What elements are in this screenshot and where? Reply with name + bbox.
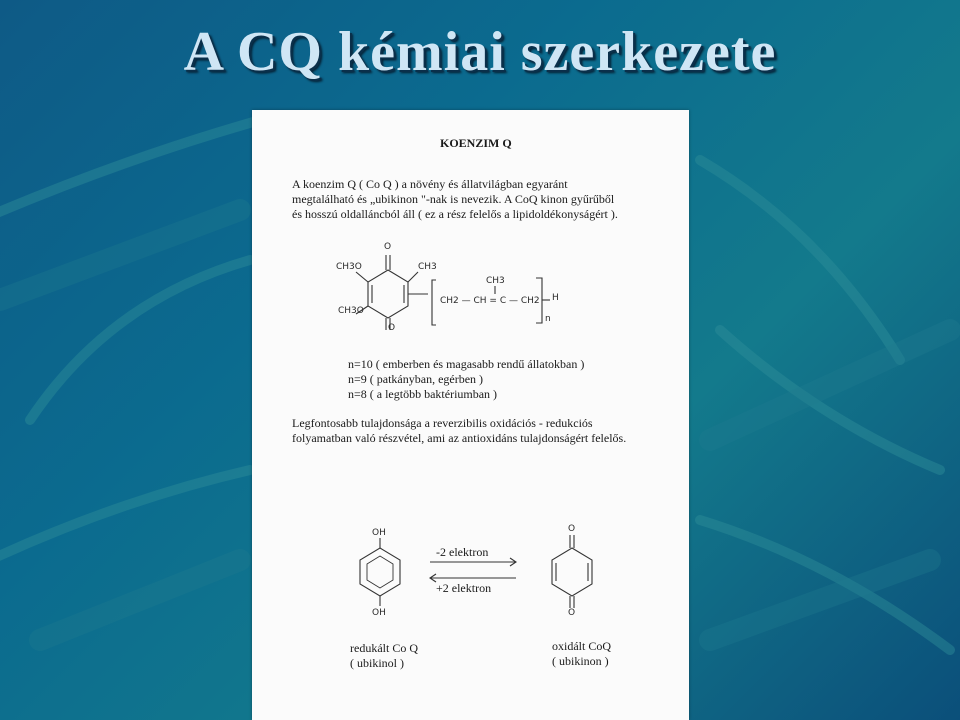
arrow-label-plus-2-electrons: +2 elektron xyxy=(436,581,492,595)
intro-line-1: A koenzim Q ( Co Q ) a növény és állatvilágban egyaránt xyxy=(292,177,568,191)
scanned-document xyxy=(252,110,689,720)
label-n: n xyxy=(545,314,551,324)
document-heading: KOENZIM Q xyxy=(440,136,512,150)
label-quinone-o-top: O xyxy=(568,524,576,534)
label-quinone-o-bottom: O xyxy=(568,608,576,618)
arrow-label-minus-2-electrons: -2 elektron xyxy=(436,545,489,559)
label-oh-bottom: OH xyxy=(372,608,386,618)
label-o-bottom: O xyxy=(388,323,396,333)
n-value-line-2: n=9 ( patkányban, egérben ) xyxy=(348,372,484,386)
label-chain: CH2 — CH = C — CH2 xyxy=(440,296,540,306)
label-h: H xyxy=(552,293,559,303)
oxidized-coq-label: oxidált CoQ xyxy=(552,639,611,653)
label-ch3o-lower: CH3O xyxy=(338,306,364,316)
n-value-line-1: n=10 ( emberben és magasabb rendű állatokban ) xyxy=(348,357,585,371)
ubiquinol-label: ( ubikinol ) xyxy=(350,656,404,670)
intro-line-2: megtalálható és „ubikinon "-nak is nevezik. A CoQ kinon gyűrűből xyxy=(292,192,615,206)
slide-title: A CQ kémiai szerkezete xyxy=(183,21,777,83)
intro-line-3: és hosszú oldalláncból áll ( ez a rész felelős a lipidoldékonyságért ). xyxy=(292,207,618,221)
summary-line-1: Legfontosabb tulajdonsága a reverzibilis oxidációs - redukciós xyxy=(292,416,593,430)
label-oh-top: OH xyxy=(372,528,386,538)
reduced-coq-label: redukált Co Q xyxy=(350,641,418,655)
ubiquinone-label: ( ubikinon ) xyxy=(552,654,609,668)
label-ch3o-upper: CH3O xyxy=(336,262,362,272)
label-ch3: CH3 xyxy=(418,262,437,272)
label-o-top: O xyxy=(384,242,392,252)
label-chain-methyl: CH3 xyxy=(486,276,505,286)
redox-rings-drawing xyxy=(252,110,689,720)
summary-line-2: folyamatban való részvétel, ami az antioxidáns tulajdonságért felelős. xyxy=(292,431,627,445)
n-value-line-3: n=8 ( a legtöbb baktériumban ) xyxy=(348,387,498,401)
